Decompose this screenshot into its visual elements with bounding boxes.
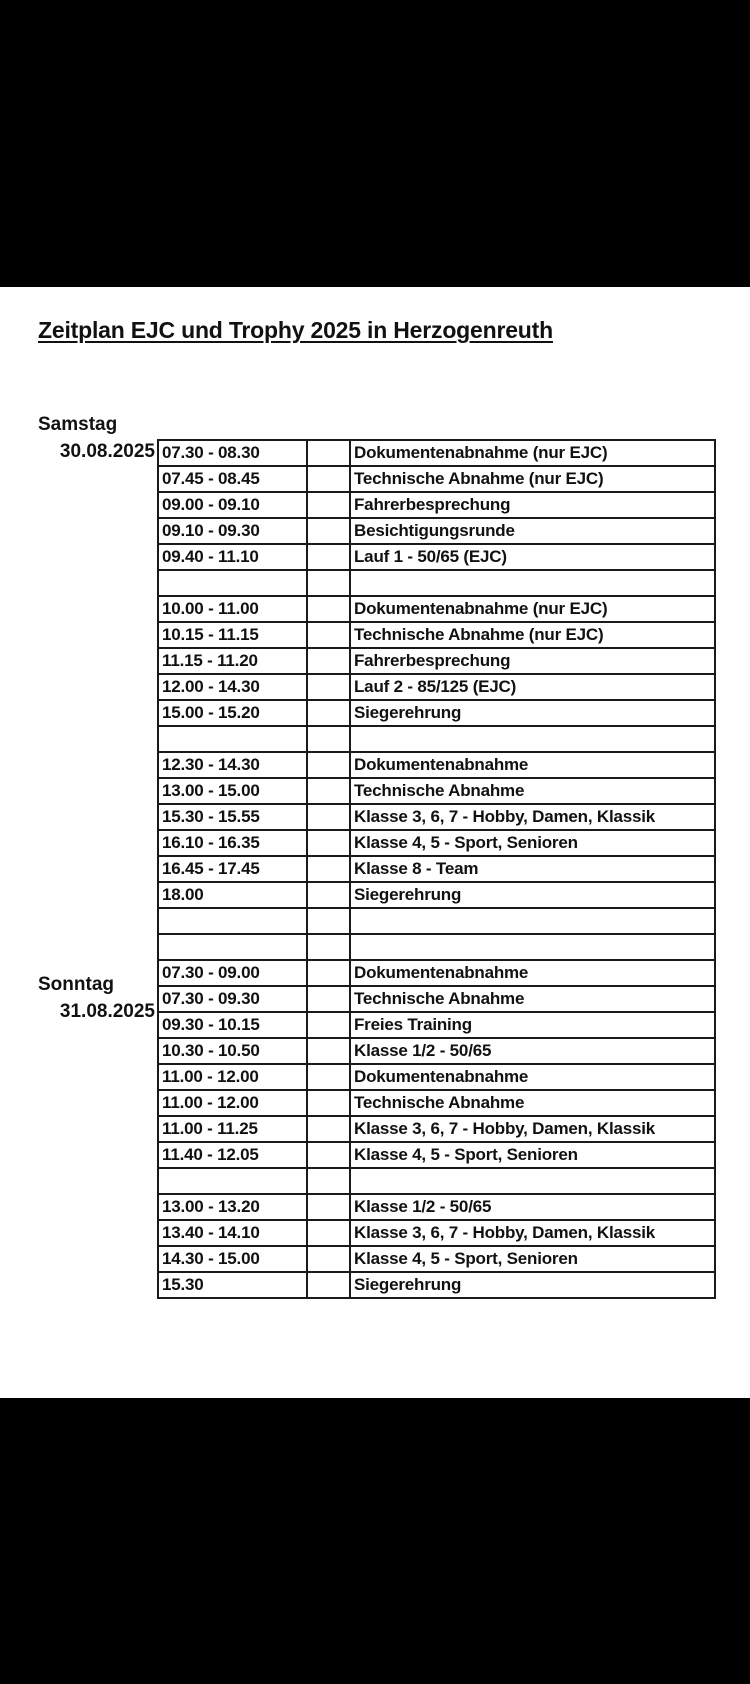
blank-cell [307,544,350,570]
event-cell: Lauf 1 - 50/65 (EJC) [350,544,715,570]
schedule-row [158,830,715,856]
event-cell: Klasse 4, 5 - Sport, Senioren [350,830,715,856]
event-cell: Siegerehrung [350,700,715,726]
time-cell [158,934,307,960]
time-cell: 10.30 - 10.50 [158,1038,307,1064]
event-cell: Klasse 1/2 - 50/65 [350,1194,715,1220]
event-cell: Klasse 3, 6, 7 - Hobby, Damen, Klassik [350,804,715,830]
event-cell: Siegerehrung [350,882,715,908]
schedule-table [157,439,716,1299]
schedule-row [158,1272,715,1298]
schedule-row [158,622,715,648]
blank-cell [307,1246,350,1272]
time-cell: 07.45 - 08.45 [158,466,307,492]
blank-cell [307,960,350,986]
time-cell: 13.00 - 13.20 [158,1194,307,1220]
day-name-sunday: Sonntag [38,974,114,995]
event-cell: Freies Training [350,1012,715,1038]
blank-cell [307,1012,350,1038]
schedule-row [158,544,715,570]
schedule-row [158,1116,715,1142]
blank-cell [307,492,350,518]
blank-cell [307,596,350,622]
blank-cell [307,1116,350,1142]
schedule-row [158,1246,715,1272]
event-cell [350,726,715,752]
blank-cell [307,648,350,674]
schedule-row [158,1012,715,1038]
time-cell: 12.30 - 14.30 [158,752,307,778]
schedule-row-empty [158,934,715,960]
event-cell: Lauf 2 - 85/125 (EJC) [350,674,715,700]
day-date-saturday: 30.08.2025 [59,441,155,462]
schedule-row [158,596,715,622]
schedule-row [158,1194,715,1220]
event-cell [350,908,715,934]
blank-cell [307,440,350,466]
blank-cell [307,1272,350,1298]
schedule-row-empty [158,908,715,934]
event-cell: Klasse 4, 5 - Sport, Senioren [350,1142,715,1168]
blank-cell [307,804,350,830]
black-bottom-area [0,1398,750,1684]
time-cell [158,570,307,596]
time-cell: 09.10 - 09.30 [158,518,307,544]
black-top-area [0,0,750,287]
schedule-row [158,440,715,466]
event-cell: Klasse 1/2 - 50/65 [350,1038,715,1064]
schedule-row [158,856,715,882]
time-cell: 12.00 - 14.30 [158,674,307,700]
event-cell: Klasse 3, 6, 7 - Hobby, Damen, Klassik [350,1220,715,1246]
blank-cell [307,752,350,778]
event-cell: Fahrerbesprechung [350,648,715,674]
schedule-row [158,1220,715,1246]
time-cell: 09.30 - 10.15 [158,1012,307,1038]
schedule-row [158,804,715,830]
event-cell: Klasse 3, 6, 7 - Hobby, Damen, Klassik [350,1116,715,1142]
blank-cell [307,726,350,752]
time-cell: 11.15 - 11.20 [158,648,307,674]
time-cell: 07.30 - 08.30 [158,440,307,466]
schedule-row [158,1142,715,1168]
event-cell: Fahrerbesprechung [350,492,715,518]
time-cell: 15.00 - 15.20 [158,700,307,726]
event-cell: Dokumentenabnahme (nur EJC) [350,440,715,466]
schedule-row [158,986,715,1012]
time-cell: 16.45 - 17.45 [158,856,307,882]
event-cell: Dokumentenabnahme [350,960,715,986]
time-cell: 10.15 - 11.15 [158,622,307,648]
schedule-row-empty [158,726,715,752]
schedule-row [158,466,715,492]
blank-cell [307,622,350,648]
event-cell: Technische Abnahme (nur EJC) [350,466,715,492]
blank-cell [307,700,350,726]
blank-cell [307,986,350,1012]
blank-cell [307,1090,350,1116]
schedule-row [158,882,715,908]
time-cell: 13.00 - 15.00 [158,778,307,804]
event-cell: Dokumentenabnahme (nur EJC) [350,596,715,622]
schedule-body [158,440,715,1298]
event-cell [350,570,715,596]
time-cell: 15.30 - 15.55 [158,804,307,830]
time-cell: 10.00 - 11.00 [158,596,307,622]
event-cell: Technische Abnahme (nur EJC) [350,622,715,648]
blank-cell [307,1220,350,1246]
time-cell: 07.30 - 09.30 [158,986,307,1012]
event-cell: Technische Abnahme [350,778,715,804]
schedule-row-empty [158,1168,715,1194]
time-cell [158,726,307,752]
time-cell: 07.30 - 09.00 [158,960,307,986]
event-cell: Technische Abnahme [350,1090,715,1116]
event-cell: Klasse 4, 5 - Sport, Senioren [350,1246,715,1272]
schedule-row [158,492,715,518]
time-cell: 11.00 - 12.00 [158,1090,307,1116]
blank-cell [307,1194,350,1220]
schedule-row [158,1064,715,1090]
schedule-row-empty [158,570,715,596]
event-cell: Technische Abnahme [350,986,715,1012]
schedule-row [158,674,715,700]
blank-cell [307,570,350,596]
blank-cell [307,1064,350,1090]
blank-cell [307,466,350,492]
blank-cell [307,882,350,908]
document-page [0,287,750,1398]
blank-cell [307,908,350,934]
blank-cell [307,830,350,856]
schedule-row [158,1090,715,1116]
schedule-row [158,752,715,778]
time-cell: 11.00 - 12.00 [158,1064,307,1090]
schedule-row [158,518,715,544]
blank-cell [307,778,350,804]
time-cell: 11.40 - 12.05 [158,1142,307,1168]
time-cell [158,908,307,934]
schedule-row [158,648,715,674]
time-cell: 16.10 - 16.35 [158,830,307,856]
blank-cell [307,934,350,960]
schedule-row [158,1038,715,1064]
schedule-row [158,700,715,726]
blank-cell [307,674,350,700]
blank-cell [307,1142,350,1168]
event-cell: Klasse 8 - Team [350,856,715,882]
time-cell: 11.00 - 11.25 [158,1116,307,1142]
time-cell: 09.00 - 09.10 [158,492,307,518]
schedule-row [158,778,715,804]
time-cell: 14.30 - 15.00 [158,1246,307,1272]
time-cell [158,1168,307,1194]
time-cell: 09.40 - 11.10 [158,544,307,570]
event-cell: Dokumentenabnahme [350,1064,715,1090]
day-date-sunday: 31.08.2025 [59,1001,155,1022]
time-cell: 13.40 - 14.10 [158,1220,307,1246]
blank-cell [307,1038,350,1064]
event-cell: Dokumentenabnahme [350,752,715,778]
event-cell [350,1168,715,1194]
blank-cell [307,856,350,882]
blank-cell [307,1168,350,1194]
event-cell: Siegerehrung [350,1272,715,1298]
event-cell [350,934,715,960]
document-title: Zeitplan EJC und Trophy 2025 in Herzogenreuth [38,317,553,343]
event-cell: Besichtigungsrunde [350,518,715,544]
schedule-row [158,960,715,986]
day-name-saturday: Samstag [38,414,118,435]
time-cell: 15.30 [158,1272,307,1298]
time-cell: 18.00 [158,882,307,908]
blank-cell [307,518,350,544]
